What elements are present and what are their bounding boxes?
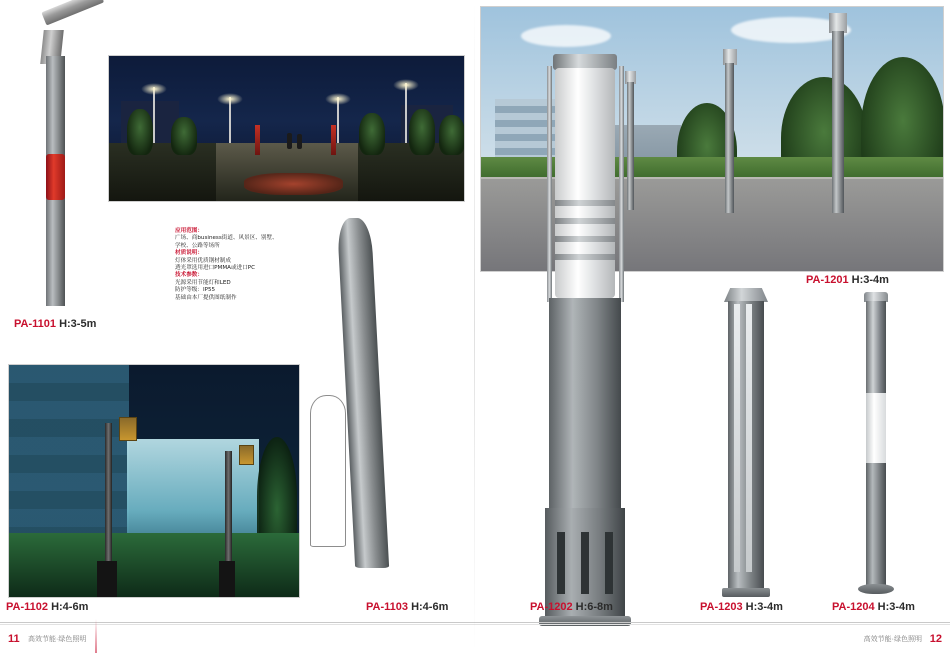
photo-tree (127, 109, 153, 155)
product-code-pa-1203: PA-1203 (700, 601, 743, 613)
photo-lamp-pole (725, 63, 734, 213)
product-code-pa-1102: PA-1102 (6, 601, 48, 613)
photo-lamp-pole (153, 87, 155, 143)
product-drawing-pa-1204 (852, 292, 900, 600)
caption-pa-1102 (6, 601, 88, 613)
lamp-light-strip (746, 304, 752, 572)
photo-person (297, 134, 302, 149)
lamp-upper-shaft (866, 301, 886, 393)
photo-lamp-glow (325, 93, 351, 105)
page-number-right: 12 (929, 633, 942, 645)
caption-pa-1101 (14, 318, 96, 330)
product-drawing-pa-1202 (525, 40, 645, 600)
spec-title-application: 应用范围： (175, 228, 203, 234)
product-drawing-pa-1101 (36, 8, 106, 308)
lamp-arm (41, 0, 104, 25)
product-height-pa-1102: H:4-6m (51, 601, 89, 613)
product-drawing-pa-1103 (318, 218, 428, 578)
spec-line: 基础由本厂提供图纸制作 (175, 294, 237, 301)
spec-line: 透光罩选用进口PMMA或进口PC (175, 265, 256, 272)
lamp-louver-ring (555, 200, 615, 206)
caption-pa-1201 (806, 274, 889, 286)
caption-pa-1203 (700, 601, 783, 613)
product-height-pa-1203: H:3-4m (745, 601, 783, 613)
page-gutter (474, 0, 475, 653)
photo-lamp-head (829, 13, 847, 33)
photo-pole-base (219, 561, 235, 598)
lamp-light-strip (734, 304, 740, 572)
lamp-light-section (866, 393, 886, 463)
lamp-side-rail (619, 66, 624, 302)
lamp-body (337, 218, 389, 568)
product-height-pa-1101: H:3-5m (59, 318, 97, 330)
photo-plaza-floor (9, 533, 299, 597)
base-vent-slot (557, 532, 565, 594)
photo-lamp-pole (105, 423, 112, 573)
footer-text-left: 高效节能·绿色照明 (28, 636, 87, 643)
footer-divider (0, 622, 950, 623)
product-code-pa-1103: PA-1103 (366, 601, 408, 613)
spec-line: 防护等级：IP55 (175, 287, 216, 294)
product-drawing-pa-1203 (716, 288, 776, 600)
photo-lamp-pole (832, 31, 844, 213)
photo-red-bollard (255, 125, 260, 155)
spec-title-material: 材质说明： (175, 250, 203, 257)
product-code-pa-1101: PA-1101 (14, 318, 56, 330)
photo-lamp-pole (225, 451, 232, 573)
photo-lamp-glow (217, 93, 243, 105)
photo-lamp-glow (393, 79, 419, 91)
product-code-pa-1204: PA-1204 (832, 601, 875, 613)
specification-text-block (175, 228, 305, 302)
photo-night-plaza (8, 364, 300, 598)
photo-tree (409, 109, 435, 155)
product-height-pa-1204: H:3-4m (877, 601, 915, 613)
lamp-louver-ring (555, 236, 615, 242)
product-height-pa-1103: H:4-6m (411, 601, 449, 613)
photo-lamp-pole (405, 83, 407, 143)
photo-lamp-head (239, 445, 254, 465)
caption-pa-1204 (832, 601, 915, 613)
product-height-pa-1202: H:6-8m (575, 601, 613, 613)
base-vent-slot (581, 532, 589, 594)
lamp-cap (724, 288, 768, 302)
product-height-pa-1201: H:3-4m (851, 274, 889, 286)
product-code-pa-1201: PA-1201 (806, 274, 849, 286)
photo-tree (171, 117, 197, 155)
photo-pole-base (97, 561, 117, 598)
lamp-footplate (858, 584, 894, 594)
spec-title-parameters: 技术参数： (175, 272, 203, 279)
spec-line: 广场、商business街道、风景区、别墅、 (175, 235, 278, 242)
lamp-lower-shaft (866, 463, 886, 585)
photo-tree (359, 113, 385, 155)
page-number-left: 11 (8, 633, 20, 645)
footer-fold-mark (95, 619, 97, 653)
spec-line: 光源采用节能灯和LED (175, 279, 231, 286)
lamp-side-rail (547, 66, 552, 302)
footer-text-right: 高效节能·绿色照明 (863, 636, 922, 643)
lamp-accent-band (46, 154, 65, 200)
photo-lamp-glow (141, 83, 167, 95)
lamp-louver-ring (555, 218, 615, 224)
footer-divider-secondary (0, 624, 950, 625)
caption-pa-1202 (530, 601, 613, 613)
product-code-pa-1202: PA-1202 (530, 601, 573, 613)
photo-flowerbed (244, 173, 343, 195)
base-vent-slot (605, 532, 613, 594)
photo-person (287, 133, 292, 149)
spec-line: 学校、公路等场所 (175, 242, 220, 249)
photo-tree (439, 115, 465, 155)
spec-line: 灯体采用优质钢材制成 (175, 257, 231, 264)
lamp-shaft (549, 298, 621, 508)
lamp-louver-ring (555, 254, 615, 260)
lamp-footplate (722, 588, 770, 597)
photo-red-bollard (331, 125, 336, 155)
caption-pa-1103 (366, 601, 448, 613)
photo-night-streetscape (108, 55, 465, 202)
lamp-diffuser (555, 68, 615, 298)
photo-lamp-head (119, 417, 137, 441)
